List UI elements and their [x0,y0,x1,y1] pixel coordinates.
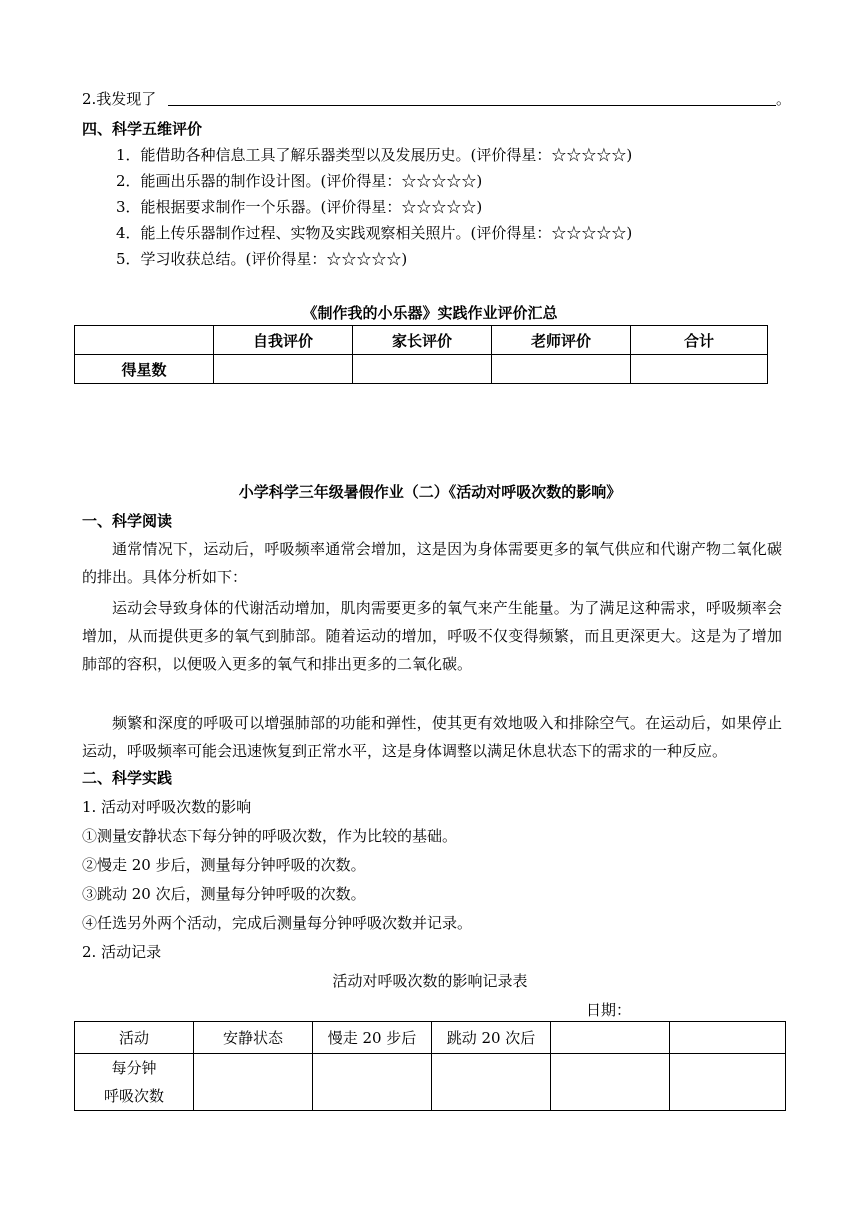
table-header-cell: 活动 [75,1022,194,1054]
table-row [75,1022,786,1054]
row-label-line: 呼吸次数 [103,1087,164,1105]
table-row [75,355,768,384]
practice-line: ①测量安静状态下每分钟的呼吸次数，作为比较的基础。 [82,827,458,845]
table-header-cell: 安静状态 [194,1022,313,1054]
table-row [75,326,768,355]
practice-line: 2. 活动记录 [82,943,162,961]
table-cell-input[interactable] [670,1054,786,1111]
evaluation-item: 3．能根据要求制作一个乐器。(评价得星：☆☆☆☆☆) [116,198,483,216]
evaluation-item: 4．能上传乐器制作过程、实物及实践观察相关照片。(评价得星：☆☆☆☆☆) [116,224,633,242]
reading-paragraph: 通常情况下，运动后，呼吸频率通常会增加，这是因为身体需要更多的氧气供应和代谢产物二氧化碳的排出。具体分析如下： [82,540,782,586]
table-cell-input[interactable] [492,355,631,384]
practice-line: ②慢走 20 步后，测量每分钟呼吸的次数。 [82,856,366,874]
row-label-line: 每分钟 [111,1059,157,1077]
reading-paragraph: 运动会导致身体的代谢活动增加，肌肉需要更多的氧气来产生能量。为了满足这种需求，呼吸频率会增加，从而提供更多的氧气到肺部。随着运动的增加，呼吸不仅变得频繁，而且更深更大。这是为了增加肺部的容积，以便吸入更多的氧气和排出更多的二氧化碳。 [82,599,782,673]
record-table [74,1021,786,1111]
table-header-cell-custom-activity[interactable] [551,1022,670,1054]
table-header-cell: 家长评价 [353,326,492,355]
summary-table-title: 《制作我的小乐器》实践作业评价汇总 [302,304,558,322]
table-row-label: 得星数 [75,355,214,384]
table-header-cell: 慢走 20 步后 [313,1022,432,1054]
section-heading-practice: 二、科学实践 [82,769,173,787]
evaluation-item: 1．能借助各种信息工具了解乐器类型以及发展历史。(评价得星：☆☆☆☆☆) [116,146,633,164]
table-header-cell-custom-activity[interactable] [670,1022,786,1054]
table-row [75,1054,786,1111]
fill-in-blank-line[interactable] [168,105,776,106]
table-cell-input[interactable] [194,1054,313,1111]
table-cell-input[interactable] [214,355,353,384]
date-label: 日期： [586,1001,632,1019]
table-cell-input[interactable] [353,355,492,384]
reading-paragraph: 频繁和深度的呼吸可以增强肺部的功能和弹性，使其更有效地吸入和排除空气。在运动后，如果停止运动，呼吸频率可能会迅速恢复到正常水平，这是身体调整以满足休息状态下的需求的一种反应。 [82,714,782,760]
table-header-cell: 合计 [631,326,768,355]
table-row-label [75,1054,194,1111]
practice-line: 1. 活动对呼吸次数的影响 [82,798,252,816]
table-cell-input[interactable] [432,1054,551,1111]
evaluation-item: 5．学习收获总结。(评价得星：☆☆☆☆☆) [116,250,408,268]
summary-table [74,325,768,384]
table-header-cell: 跳动 20 次后 [432,1022,551,1054]
table-cell-input[interactable] [551,1054,670,1111]
table-header-cell: 自我评价 [214,326,353,355]
practice-line: ④任选另外两个活动，完成后测量每分钟呼吸次数并记录。 [82,914,473,932]
section-heading-evaluation: 四、科学五维评价 [82,120,203,138]
table-header-cell [75,326,214,355]
section-heading-reading: 一、科学阅读 [82,512,173,530]
table-cell-input[interactable] [631,355,768,384]
line-discovered-suffix: 。 [776,90,792,108]
evaluation-item: 2．能画出乐器的制作设计图。(评价得星：☆☆☆☆☆) [116,172,483,190]
record-table-title: 活动对呼吸次数的影响记录表 [332,972,528,990]
practice-line: ③跳动 20 次后，测量每分钟呼吸的次数。 [82,885,366,903]
line-discovered-prefix: 2.我发现了 [82,90,157,108]
table-cell-input[interactable] [313,1054,432,1111]
homework-title: 小学科学三年级暑假作业（二）《活动对呼吸次数的影响》 [238,483,622,501]
table-header-cell: 老师评价 [492,326,631,355]
